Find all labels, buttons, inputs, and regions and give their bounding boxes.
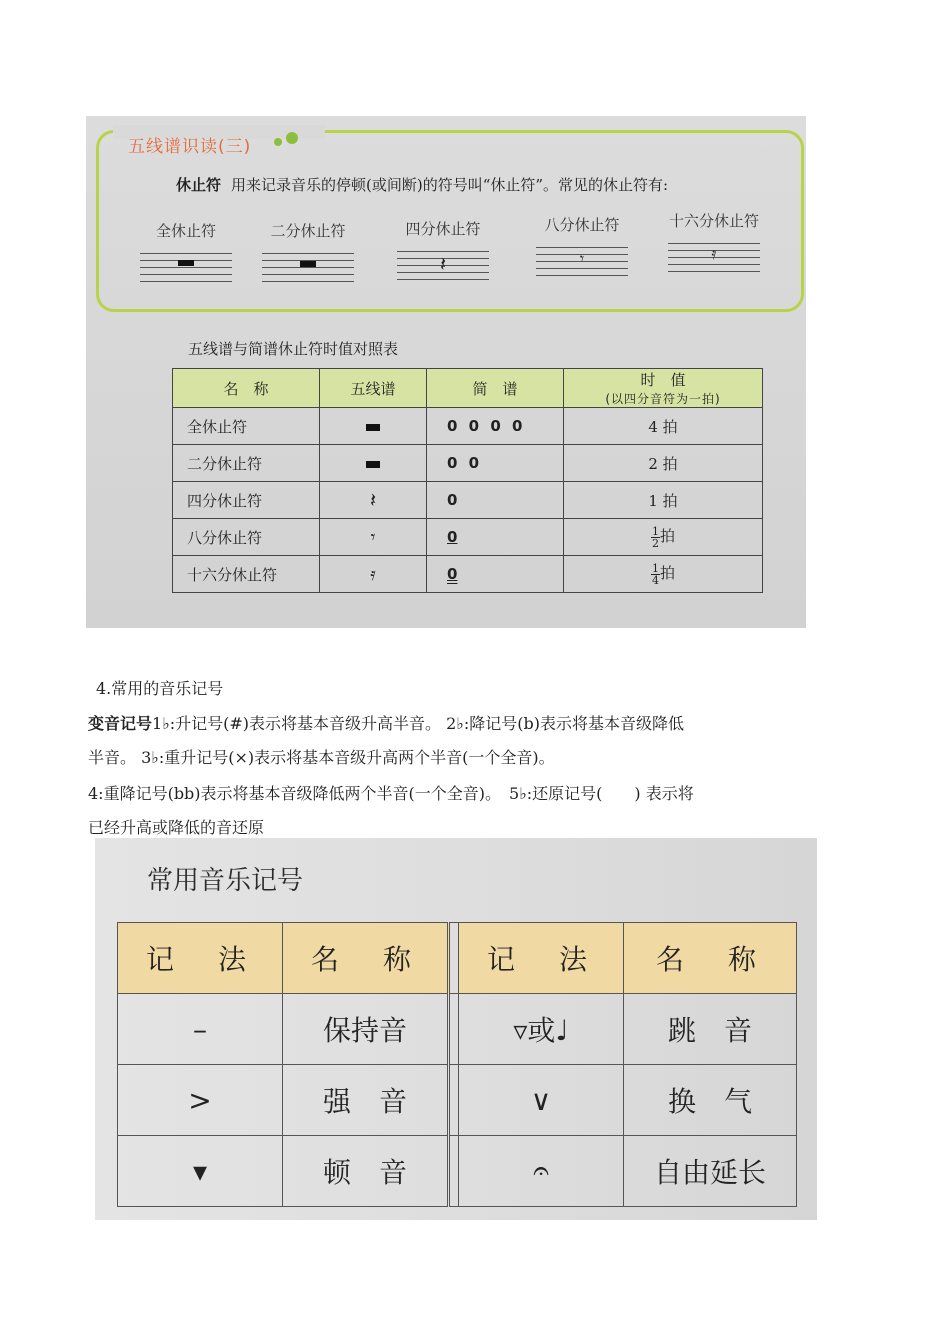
eighth-rest-icon: 𝄾 (320, 519, 427, 556)
fraction-numerator: 1 (651, 561, 659, 575)
fraction (651, 563, 660, 586)
column-divider (449, 1065, 459, 1136)
quarter-rest-icon: 𝄽 (397, 249, 489, 283)
table-header-row (118, 923, 797, 994)
bold-term: 变音记号 (88, 714, 153, 733)
header-staff: 五线谱 (320, 369, 427, 408)
half-rest-icon (262, 251, 354, 285)
symbol-name: 顿 音 (283, 1136, 449, 1207)
header-value-sub: (以四分音符为一拍) (605, 392, 721, 406)
rest-definition (176, 174, 668, 195)
jianpu-value (427, 556, 564, 593)
column-divider (449, 994, 459, 1065)
whole-rest-icon (140, 251, 232, 285)
rest-item-label: 十六分休止符 (668, 212, 759, 230)
paragraph-line: 半音。 3♭:重升记号(×)表示将基本音级升高两个半音(一个全音)。 (88, 748, 555, 767)
accent-icon: > (118, 1065, 283, 1136)
header-value-label: 时 值 (640, 371, 686, 389)
rest-name: 二分休止符 (173, 445, 320, 482)
fraction-denominator: 2 (651, 536, 659, 550)
symbol-table-title: 常用音乐记号 (147, 866, 304, 896)
rest-item-label: 二分休止符 (270, 222, 346, 240)
column-divider (449, 1136, 459, 1207)
rest-item-label: 四分休止符 (405, 220, 481, 238)
rest-name: 十六分休止符 (173, 556, 320, 593)
sixteenth-rest-icon: 𝄿 (668, 241, 760, 275)
rest-duration: 2 拍 (564, 445, 763, 482)
rest-duration: 1 拍 (564, 482, 763, 519)
rest-name: 八分休止符 (173, 519, 320, 556)
rest-table-title: 五线谱与简谱休止符时值对照表 (188, 340, 399, 358)
fraction-denominator: 4 (651, 573, 659, 587)
fermata-icon: 𝄐 (459, 1136, 624, 1207)
symbol-name: 强 音 (283, 1065, 449, 1136)
fraction (651, 526, 660, 549)
whole-rest-icon (320, 408, 427, 445)
line-text: 1♭:升记号(#)表示将基本音级升高半音。 2♭:降记号(b)表示将基本音级降低 (152, 714, 684, 733)
header-name: 名 称 (624, 923, 797, 994)
section-title: 五线谱识读(三) (128, 137, 252, 157)
paragraph-line: 4:重降记号(bb)表示将基本音级降低两个半音(一个全音)。 5♭:还原记号( ) 表示将 (88, 784, 694, 803)
sixteenth-rest-icon: 𝄿 (320, 556, 427, 593)
decor-dot-icon (286, 132, 298, 144)
table-row (173, 445, 763, 482)
table-row (118, 1065, 797, 1136)
table-row (118, 1136, 797, 1207)
staccato-icon: ▿或♩ (459, 994, 624, 1065)
symbol-name: 跳 音 (624, 994, 797, 1065)
jianpu-value: 0 0 (427, 445, 564, 482)
rest-item-sixteenth (664, 210, 764, 275)
jianpu-value: 0 0 0 0 (427, 408, 564, 445)
paragraph-line (88, 713, 684, 735)
paragraph-line: 已经升高或降低的音还原 (88, 818, 265, 837)
jianpu-digit: 0 (447, 528, 458, 546)
definition-text: 用来记录音乐的停顿(或间断)的符号叫“休止符”。常见的休止符有: (231, 176, 669, 194)
header-jianpu: 简 谱 (427, 369, 564, 408)
rest-duration (564, 556, 763, 593)
section-heading: 4.常用的音乐记号 (96, 679, 224, 698)
quarter-rest-icon: 𝄽 (320, 482, 427, 519)
rest-name: 四分休止符 (173, 482, 320, 519)
tenuto-icon: – (118, 994, 283, 1065)
rest-item-label: 八分休止符 (544, 216, 620, 234)
staccatissimo-icon: ▾ (118, 1136, 283, 1207)
column-divider (449, 923, 459, 994)
fraction-numerator: 1 (651, 524, 659, 538)
rest-duration: 4 拍 (564, 408, 763, 445)
rest-duration (564, 519, 763, 556)
table-header-row (173, 369, 763, 408)
music-symbols-photo (95, 838, 817, 1220)
header-notation: 记 法 (118, 923, 283, 994)
header-notation: 记 法 (459, 923, 624, 994)
duration-unit: 拍 (659, 527, 675, 546)
rest-item-whole (136, 220, 236, 285)
eighth-rest-icon: 𝄾 (536, 245, 628, 279)
header-name: 名 称 (173, 369, 320, 408)
table-row (173, 408, 763, 445)
decor-dot-icon (274, 138, 282, 146)
jianpu-value: 0 (427, 482, 564, 519)
duration-unit: 拍 (659, 564, 675, 583)
header-name: 名 称 (283, 923, 449, 994)
header-value (564, 369, 763, 408)
table-row (173, 519, 763, 556)
symbol-name: 换 气 (624, 1065, 797, 1136)
rest-symbols-photo (86, 116, 806, 628)
rest-item-quarter (393, 218, 493, 283)
jianpu-digit: 0 (447, 565, 458, 583)
half-rest-icon (320, 445, 427, 482)
symbol-name: 保持音 (283, 994, 449, 1065)
table-row (173, 482, 763, 519)
table-row (118, 994, 797, 1065)
symbol-name: 自由延长 (624, 1136, 797, 1207)
breath-mark-icon: ∨ (459, 1065, 624, 1136)
rest-name: 全休止符 (173, 408, 320, 445)
rest-item-label: 全休止符 (155, 222, 216, 240)
rest-item-eighth (532, 214, 632, 279)
definition-term: 休止符 (176, 176, 222, 194)
table-row (173, 556, 763, 593)
rest-item-half (258, 220, 358, 285)
music-symbol-table (117, 922, 797, 1207)
jianpu-value (427, 519, 564, 556)
rest-value-table (172, 368, 763, 593)
